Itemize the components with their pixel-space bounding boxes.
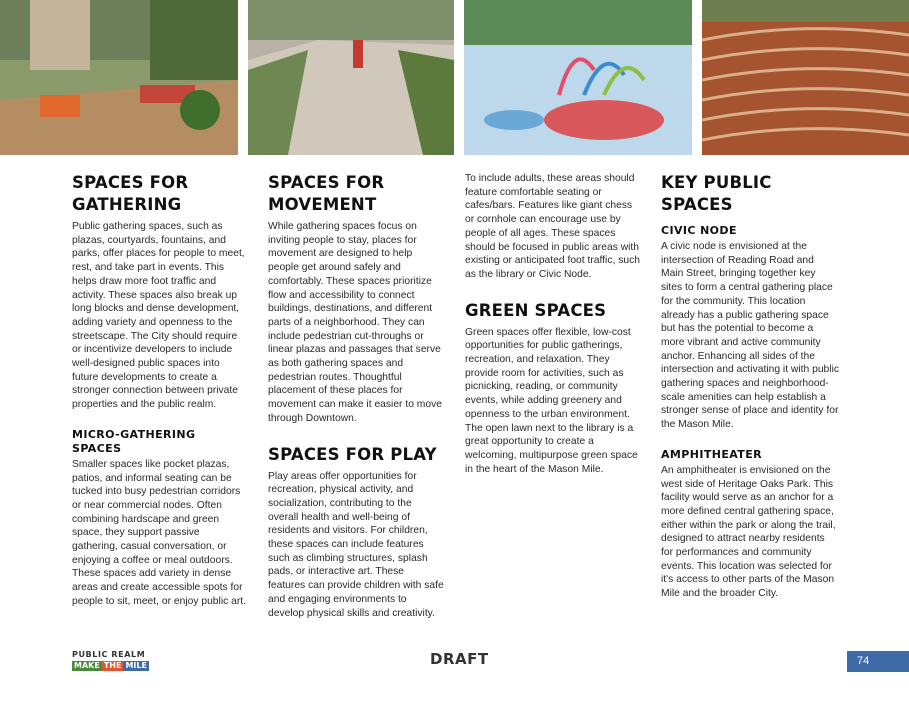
photo-walkway — [248, 0, 454, 155]
green-spaces-paragraph: Green spaces offer flexible, low-cost opportunities for public gatherings, recreation, and relaxation. They provide room for activities, such as picnicking, reading, or community events, while adding greenery and openness to the urban environment. The open lawn next to the library is a great opportunity to create a welcoming, multipurpose green space in the heart of the Mason Mile. — [465, 326, 638, 475]
heading-spaces-for-gathering: SPACES FOR GATHERING — [72, 173, 189, 214]
amphitheater-paragraph: An amphitheater is envisioned on the west side of Heritage Oaks Park. This facility would serve as an anchor for a more defined central gathering space, either within the park or along the trail, designed to attract nearby residents for performances and community events. This location was selected for it's access to other parts of the Mason Mile and the broader City. — [661, 464, 836, 600]
heading-spaces-for-play: SPACES FOR PLAY — [268, 444, 437, 464]
column-1 — [72, 172, 248, 609]
civic-node-paragraph: A civic node is envisioned at the intersection of Reading Road and Main Street, bringing together key sites to form a central gathering place for the community. This location already has a public gathering space but has the potential to become a more vibrant and active community anchor. Enhancing all sides of the intersection and activating it with public gathering spaces and neighborhood-scale amenities can help establish a stronger sense of place and identity for the Mason Mile. — [661, 241, 840, 431]
heading-spaces-for-movement: SPACES FOR MOVEMENT — [268, 173, 385, 214]
play-paragraph: Play areas offer opportunities for recreation, physical activity, and socialization, contributing to the overall health and well-being of residents and visitors. For children, these spaces can include features such as climbing structures, splash pads, or interactive art. These features can provide children with safe and engaging environments to develop physical skills and creativity. — [268, 470, 444, 619]
column-3 — [465, 172, 641, 476]
logo-make: MAKE — [74, 661, 100, 670]
public-realm-label: PUBLIC REALM — [72, 650, 146, 659]
column-2 — [268, 172, 444, 620]
heading-green-spaces: GREEN SPACES — [465, 300, 607, 320]
make-the-mile-logo — [72, 661, 149, 671]
logo-the: THE — [103, 661, 122, 670]
micro-gathering-paragraph: Smaller spaces like pocket plazas, patios, and informal seating can be tucked into busy pedestrian corridors or near commercial nodes. Often combining hardscape and green space, they support passive gathering, casual conversation, or enjoying a coffee or meal outdoors. These spaces add variety in dense areas and create accessible spots for people to sit, meet, or enjoy public art. — [72, 458, 246, 607]
heading-civic-node: CIVIC NODE — [661, 224, 737, 237]
heading-key-public-spaces: KEY PUBLIC SPACES — [661, 173, 772, 214]
logo-mile: MILE — [125, 661, 147, 670]
play-continued-paragraph: To include adults, these areas should feature comfortable seating or cafes/bars. Features like giant chess or cornhole can encourage use by people of all ages. These spaces should be focused in public areas with existing or anticipated foot traffic, such as the library or Civic Node. — [465, 173, 640, 280]
photo-amphitheater-steps — [702, 0, 909, 155]
photo-plaza-seating — [0, 0, 238, 155]
footer-branding — [72, 650, 149, 671]
photo-splash-pad — [464, 0, 692, 155]
heading-amphitheater: AMPHITHEATER — [661, 447, 762, 461]
movement-paragraph: While gathering spaces focus on inviting people to stay, places for movement are designed to help people get around safely and comfortably. These spaces prioritize flow and accessibility to connect buildings, destinations, and different parts of a neighborhood. They can include pedestrian cut-throughs or linear plazas and passages that serve as both gathering spaces and pedestrian routes. Thoughtful placement of these places for movement can make it easier to move through Downtown. — [268, 221, 442, 424]
gathering-paragraph: Public gathering spaces, such as plazas, courtyards, fountains, and parks, offer places for people to meet, rest, and take part in events. This helps draw more foot traffic and activity. These spaces also break up long blocks and dense development, adding variety and openness to the streetscape. The City should require or incentivize developers to include well-designed public spaces into future developments to create a stronger connection between private properties and the public realm. — [72, 221, 245, 411]
page-number: 74 — [847, 651, 909, 672]
column-4 — [661, 172, 839, 601]
draft-label: DRAFT — [430, 650, 489, 668]
heading-micro-gathering: MICRO-GATHERING SPACES — [72, 427, 196, 455]
